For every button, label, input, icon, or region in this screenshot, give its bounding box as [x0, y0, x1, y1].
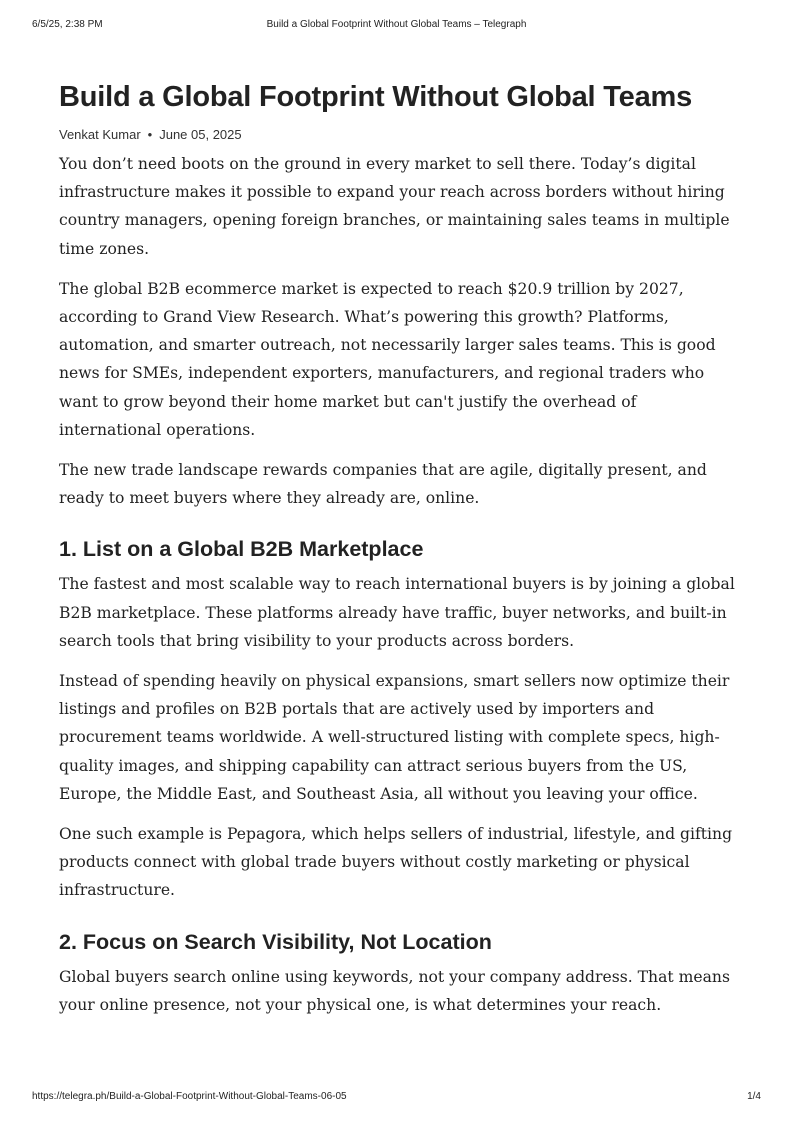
section-paragraph: Instead of spending heavily on physical expansions, smart sellers now optimize their listings and profiles on B2B portals that are actively used by importers and procurement teams worldwide. A well-structured listing with complete specs, high-quality images, and shipping capability can attract serious buyers from the US, Europe, the Middle East, and Southeast Asia, all without you leaving your office.: [59, 672, 730, 803]
section-paragraph: One such example is Pepagora, which helps sellers of industrial, lifestyle, and gifting products connect with global trade buyers without costly marketing or physical infrastructure.: [59, 825, 733, 900]
print-datetime: 6/5/25, 2:38 PM: [32, 19, 103, 30]
byline-separator: •: [147, 127, 153, 142]
print-url: https://telegra.ph/Build-a-Global-Footprint-Without-Global-Teams-06-05: [32, 1091, 347, 1102]
article: [59, 78, 739, 1019]
intro-paragraph: The new trade landscape rewards companies that are agile, digitally present, and ready to meet buyers where they already are, online.: [59, 461, 707, 508]
byline: [59, 126, 739, 144]
intro-paragraph: You don’t need boots on the ground in every market to sell there. Today’s digital infrastructure makes it possible to expand your reach across borders without hiring country managers, opening foreign branches, or maintaining sales teams in multiple time zones.: [59, 155, 730, 258]
print-header: [0, 19, 793, 35]
section-heading: 1. List on a Global B2B Marketplace: [59, 537, 424, 562]
intro-paragraph: The global B2B ecommerce market is expected to reach $20.9 trillion by 2027, according to Grand View Research. What’s powering this growth? Platforms, automation, and smarter outreach, not necessarily larger sales teams. This is good news for SMEs, independent exporters, manufacturers, and regional traders who want to grow beyond their home market but can't justify the overhead of international operations.: [59, 279, 716, 439]
publish-date: June 05, 2025: [159, 127, 242, 142]
print-page-number: 1/4: [747, 1091, 761, 1102]
section-heading: 2. Focus on Search Visibility, Not Location: [59, 929, 492, 954]
author-name[interactable]: Venkat Kumar: [59, 127, 141, 142]
print-page-title: Build a Global Footprint Without Global Teams – Telegraph: [266, 19, 527, 30]
section-paragraph: The fastest and most scalable way to reach international buyers is by joining a global B2B marketplace. These platforms already have traffic, buyer networks, and built-in search tools that bring visibility to your products across borders.: [59, 575, 735, 650]
article-title: Build a Global Footprint Without Global Teams: [59, 81, 693, 113]
print-footer: [0, 1091, 793, 1107]
section-paragraph: Global buyers search online using keywords, not your company address. That means your online presence, not your physical one, is what determines your reach.: [59, 967, 730, 1014]
